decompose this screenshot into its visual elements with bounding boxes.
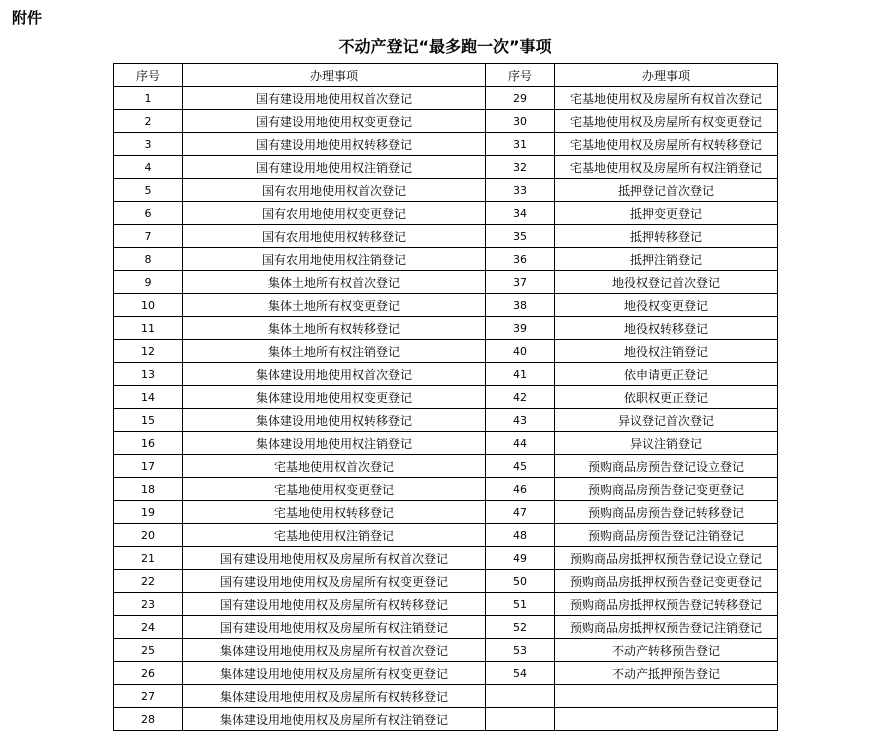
left-item-name: 国有农用地使用权注销登记 xyxy=(183,248,486,271)
left-item-name: 集体建设用地使用权及房屋所有权转移登记 xyxy=(183,685,486,708)
table-row xyxy=(114,593,778,616)
right-item-number: 32 xyxy=(486,156,555,179)
left-item-name: 国有农用地使用权转移登记 xyxy=(183,225,486,248)
left-item-number: 18 xyxy=(114,478,183,501)
left-item-name: 国有农用地使用权首次登记 xyxy=(183,179,486,202)
right-item-name: 宅基地使用权及房屋所有权变更登记 xyxy=(555,110,778,133)
left-item-name: 集体土地所有权转移登记 xyxy=(183,317,486,340)
right-item-number xyxy=(486,708,555,731)
left-item-name: 国有建设用地使用权及房屋所有权转移登记 xyxy=(183,593,486,616)
right-item-number: 44 xyxy=(486,432,555,455)
left-item-name: 集体建设用地使用权变更登记 xyxy=(183,386,486,409)
items-table xyxy=(113,63,778,731)
left-item-name: 国有建设用地使用权变更登记 xyxy=(183,110,486,133)
left-item-number: 24 xyxy=(114,616,183,639)
attachment-heading: 附件 xyxy=(12,9,43,27)
left-item-name: 集体土地所有权注销登记 xyxy=(183,340,486,363)
right-item-name: 地役权转移登记 xyxy=(555,317,778,340)
right-item-number: 48 xyxy=(486,524,555,547)
left-item-number: 13 xyxy=(114,363,183,386)
table-row xyxy=(114,317,778,340)
right-item-number: 50 xyxy=(486,570,555,593)
table-row xyxy=(114,409,778,432)
left-item-name: 宅基地使用权注销登记 xyxy=(183,524,486,547)
table-row xyxy=(114,248,778,271)
table-row xyxy=(114,570,778,593)
left-item-number: 14 xyxy=(114,386,183,409)
column-header-item: 办理事项 xyxy=(183,64,486,87)
left-item-name: 宅基地使用权变更登记 xyxy=(183,478,486,501)
right-item-name: 依申请更正登记 xyxy=(555,363,778,386)
column-header-item: 办理事项 xyxy=(555,64,778,87)
right-item-name: 预购商品房预告登记设立登记 xyxy=(555,455,778,478)
right-item-name: 地役权注销登记 xyxy=(555,340,778,363)
left-item-name: 宅基地使用权转移登记 xyxy=(183,501,486,524)
right-item-name: 预购商品房抵押权预告登记变更登记 xyxy=(555,570,778,593)
right-item-number: 39 xyxy=(486,317,555,340)
table-row xyxy=(114,156,778,179)
right-item-name: 异议注销登记 xyxy=(555,432,778,455)
table-row xyxy=(114,478,778,501)
left-item-name: 国有建设用地使用权首次登记 xyxy=(183,87,486,110)
table-row xyxy=(114,616,778,639)
left-item-name: 国有建设用地使用权及房屋所有权注销登记 xyxy=(183,616,486,639)
table-body xyxy=(114,87,778,731)
table-row xyxy=(114,685,778,708)
left-item-number: 26 xyxy=(114,662,183,685)
right-item-name: 预购商品房抵押权预告登记注销登记 xyxy=(555,616,778,639)
right-item-number: 31 xyxy=(486,133,555,156)
left-item-name: 国有农用地使用权变更登记 xyxy=(183,202,486,225)
left-item-name: 集体建设用地使用权及房屋所有权变更登记 xyxy=(183,662,486,685)
table-row xyxy=(114,133,778,156)
left-item-number: 7 xyxy=(114,225,183,248)
left-item-number: 16 xyxy=(114,432,183,455)
table-row xyxy=(114,386,778,409)
right-item-number: 46 xyxy=(486,478,555,501)
right-item-number: 43 xyxy=(486,409,555,432)
right-item-number: 51 xyxy=(486,593,555,616)
left-item-number: 10 xyxy=(114,294,183,317)
left-item-name: 集体建设用地使用权注销登记 xyxy=(183,432,486,455)
table-row xyxy=(114,271,778,294)
left-item-name: 集体建设用地使用权及房屋所有权注销登记 xyxy=(183,708,486,731)
left-item-name: 宅基地使用权首次登记 xyxy=(183,455,486,478)
page-title: 不动产登记“最多跑一次”事项 xyxy=(338,37,552,56)
table-row xyxy=(114,225,778,248)
left-item-name: 国有建设用地使用权注销登记 xyxy=(183,156,486,179)
left-item-number: 21 xyxy=(114,547,183,570)
right-item-name: 抵押注销登记 xyxy=(555,248,778,271)
right-item-number: 40 xyxy=(486,340,555,363)
left-item-name: 国有建设用地使用权及房屋所有权变更登记 xyxy=(183,570,486,593)
right-item-name: 不动产抵押预告登记 xyxy=(555,662,778,685)
left-item-number: 23 xyxy=(114,593,183,616)
table-row xyxy=(114,87,778,110)
right-item-name: 预购商品房预告登记转移登记 xyxy=(555,501,778,524)
right-item-number: 38 xyxy=(486,294,555,317)
left-item-name: 集体建设用地使用权转移登记 xyxy=(183,409,486,432)
right-item-name: 抵押登记首次登记 xyxy=(555,179,778,202)
right-item-name: 依职权更正登记 xyxy=(555,386,778,409)
right-item-number: 45 xyxy=(486,455,555,478)
right-item-name: 抵押变更登记 xyxy=(555,202,778,225)
left-item-number: 17 xyxy=(114,455,183,478)
table-row xyxy=(114,662,778,685)
right-item-name: 地役权变更登记 xyxy=(555,294,778,317)
left-item-number: 20 xyxy=(114,524,183,547)
left-item-number: 2 xyxy=(114,110,183,133)
right-item-name: 抵押转移登记 xyxy=(555,225,778,248)
left-item-number: 12 xyxy=(114,340,183,363)
left-item-number: 4 xyxy=(114,156,183,179)
left-item-number: 9 xyxy=(114,271,183,294)
right-item-name: 预购商品房预告登记注销登记 xyxy=(555,524,778,547)
right-item-name: 宅基地使用权及房屋所有权转移登记 xyxy=(555,133,778,156)
left-item-number: 22 xyxy=(114,570,183,593)
left-item-number: 6 xyxy=(114,202,183,225)
left-item-name: 集体建设用地使用权及房屋所有权首次登记 xyxy=(183,639,486,662)
left-item-name: 集体土地所有权首次登记 xyxy=(183,271,486,294)
right-item-name: 预购商品房抵押权预告登记转移登记 xyxy=(555,593,778,616)
column-header-no: 序号 xyxy=(114,64,183,87)
table-row xyxy=(114,179,778,202)
right-item-number: 37 xyxy=(486,271,555,294)
left-item-name: 国有建设用地使用权转移登记 xyxy=(183,133,486,156)
left-item-number: 5 xyxy=(114,179,183,202)
right-item-number xyxy=(486,685,555,708)
right-item-name: 预购商品房预告登记变更登记 xyxy=(555,478,778,501)
table-row xyxy=(114,432,778,455)
right-item-number: 34 xyxy=(486,202,555,225)
right-item-number: 42 xyxy=(486,386,555,409)
right-item-number: 36 xyxy=(486,248,555,271)
right-item-name: 地役权登记首次登记 xyxy=(555,271,778,294)
right-item-number: 29 xyxy=(486,87,555,110)
table-row xyxy=(114,294,778,317)
table-row xyxy=(114,708,778,731)
right-item-number: 49 xyxy=(486,547,555,570)
right-item-number: 54 xyxy=(486,662,555,685)
table-row xyxy=(114,110,778,133)
left-item-number: 15 xyxy=(114,409,183,432)
table-row xyxy=(114,202,778,225)
right-item-name: 宅基地使用权及房屋所有权注销登记 xyxy=(555,156,778,179)
left-item-number: 27 xyxy=(114,685,183,708)
right-item-name: 不动产转移预告登记 xyxy=(555,639,778,662)
left-item-number: 8 xyxy=(114,248,183,271)
table-row xyxy=(114,363,778,386)
right-item-number: 33 xyxy=(486,179,555,202)
table-row xyxy=(114,340,778,363)
right-item-number: 52 xyxy=(486,616,555,639)
right-item-name: 预购商品房抵押权预告登记设立登记 xyxy=(555,547,778,570)
right-item-number: 41 xyxy=(486,363,555,386)
left-item-number: 19 xyxy=(114,501,183,524)
table-row xyxy=(114,501,778,524)
right-item-number: 47 xyxy=(486,501,555,524)
right-item-number: 35 xyxy=(486,225,555,248)
table-row xyxy=(114,455,778,478)
left-item-number: 11 xyxy=(114,317,183,340)
left-item-number: 1 xyxy=(114,87,183,110)
table-row xyxy=(114,547,778,570)
table-row xyxy=(114,524,778,547)
left-item-number: 25 xyxy=(114,639,183,662)
left-item-name: 国有建设用地使用权及房屋所有权首次登记 xyxy=(183,547,486,570)
table-header-row xyxy=(114,64,778,87)
column-header-no: 序号 xyxy=(486,64,555,87)
left-item-number: 28 xyxy=(114,708,183,731)
table-row xyxy=(114,639,778,662)
left-item-number: 3 xyxy=(114,133,183,156)
left-item-name: 集体土地所有权变更登记 xyxy=(183,294,486,317)
left-item-name: 集体建设用地使用权首次登记 xyxy=(183,363,486,386)
right-item-name: 异议登记首次登记 xyxy=(555,409,778,432)
right-item-number: 30 xyxy=(486,110,555,133)
right-item-number: 53 xyxy=(486,639,555,662)
right-item-name xyxy=(555,708,778,731)
right-item-name xyxy=(555,685,778,708)
right-item-name: 宅基地使用权及房屋所有权首次登记 xyxy=(555,87,778,110)
